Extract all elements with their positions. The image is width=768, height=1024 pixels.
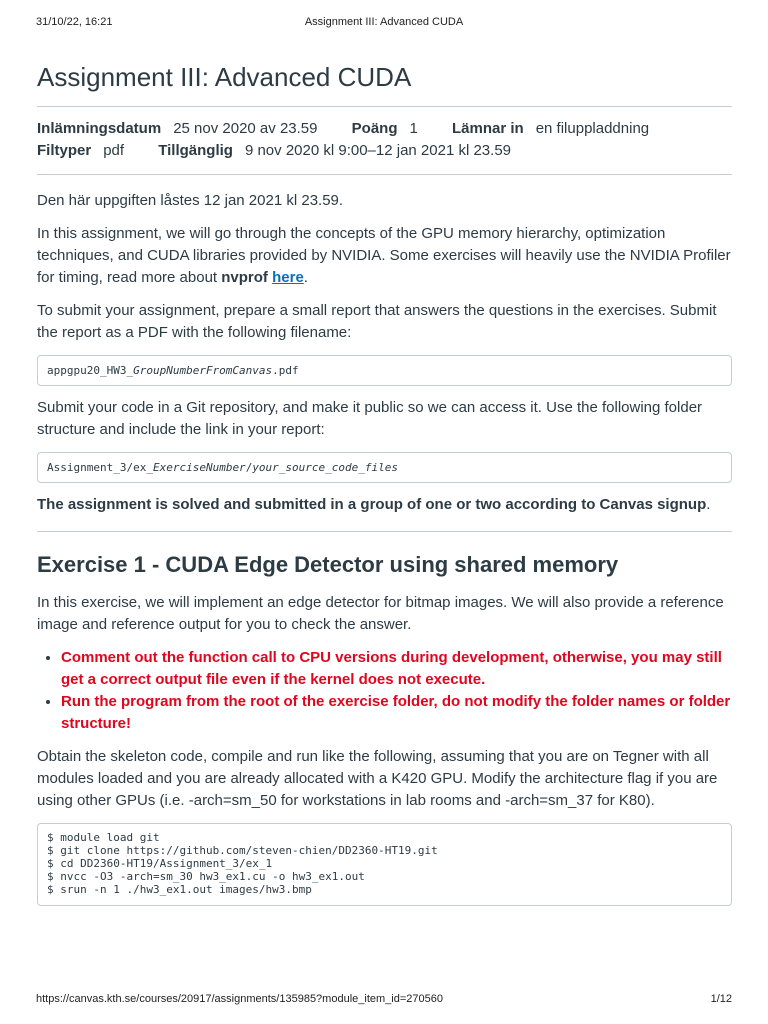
filetypes-label: Filtyper	[37, 142, 92, 159]
command-line: $ git clone https://github.com/steven-chien/DD2360-HT19.git	[47, 844, 438, 857]
intro-text: In this assignment, we will go through the concepts of the GPU memory hierarchy, optimization techniques, and CUDA libraries provided by NVIDIA. Some exercises will heavily use the NVIDIA Profiler for timing, read more about	[37, 225, 731, 286]
filetypes-value: pdf	[103, 142, 125, 159]
page-number: 1/12	[710, 993, 732, 1005]
exercise-1-intro: In this exercise, we will implement an edge detector for bitmap images. We will also provide a reference image and reference output for you to check the answer.	[37, 594, 724, 633]
warning-list	[37, 647, 732, 735]
divider	[37, 531, 732, 532]
warning-item: • Run the program from the root of the exercise folder, do not modify the folder names or folder structure!	[61, 691, 732, 735]
intro-paragraph	[37, 223, 732, 289]
assignment-title: Assignment III: Advanced CUDA	[37, 62, 412, 92]
due-value: 25 nov 2020 av 23.59	[173, 120, 318, 137]
print-date: 31/10/22, 16:21	[36, 16, 113, 28]
group-text: The assignment is solved and submitted in a group of one or two according to Canvas signup	[37, 496, 707, 513]
print-url: https://canvas.kth.se/courses/20917/assignments/135985?module_item_id=270560	[36, 993, 443, 1005]
exercise-1-instructions: Obtain the skeleton code, compile and run like the following, assuming that you are on Tegner with all modules loaded and you are already allocated with a K420 GPU. Modify the architecture flag if you are using other GPUs (i.e. -arch=sm_50 for workstations in lab rooms and -arch=sm_37 for K80).	[37, 748, 718, 809]
points-value: 1	[409, 120, 418, 137]
submitting-value: en filuppladdning	[535, 120, 650, 137]
print-title: Assignment III: Advanced CUDA	[304, 16, 464, 28]
git-paragraph: Submit your code in a Git repository, and make it public so we can access it. Use the following folder structure and include the link in your report:	[37, 399, 703, 438]
command-line: $ cd DD2360-HT19/Assignment_3/ex_1	[47, 857, 273, 870]
submitting-label: Lämnar in	[452, 120, 524, 137]
assignment-details	[37, 107, 732, 174]
details-row-1	[37, 118, 732, 140]
divider	[37, 174, 732, 175]
group-paragraph: The assignment is solved and submitted in a group of one or two according to Canvas signup.	[37, 496, 711, 513]
shell-commands-code	[37, 823, 732, 906]
command-line: $ srun -n 1 ./hw3_ex1.out images/hw3.bmp	[47, 883, 312, 896]
points-label: Poäng	[351, 120, 398, 137]
filename-code: appgpu20_HW3_GroupNumberFromCanvas.pdf	[37, 355, 732, 386]
nvprof-term: nvprof	[221, 269, 268, 286]
command-line: $ module load git	[47, 831, 160, 844]
available-label: Tillgänglig	[158, 142, 233, 159]
submit-paragraph: To submit your assignment, prepare a small report that answers the questions in the exercises. Submit the report as a PDF with the following filename:	[37, 302, 717, 341]
assignment-content	[37, 62, 732, 917]
intro-end: .	[303, 269, 308, 286]
command-line: $ nvcc -O3 -arch=sm_30 hw3_ex1.cu -o hw3_ex1.out	[47, 870, 365, 883]
folder-structure-code: Assignment_3/ex_ExerciseNumber/your_source_code_files	[37, 452, 732, 483]
details-row-2	[37, 140, 732, 162]
exercise-1-title: Exercise 1 - CUDA Edge Detector using shared memory	[37, 552, 619, 577]
due-label: Inlämningsdatum	[37, 120, 162, 137]
nvprof-link[interactable]: here	[272, 269, 304, 286]
available-value: 9 nov 2020 kl 9:00–12 jan 2021 kl 23.59	[244, 142, 511, 159]
locked-notice: Den här uppgiften låstes 12 jan 2021 kl 23.59.	[37, 192, 344, 209]
warning-item: • Comment out the function call to CPU versions during development, otherwise, you may still get a correct output file even if the kernel does not execute.	[61, 647, 732, 691]
